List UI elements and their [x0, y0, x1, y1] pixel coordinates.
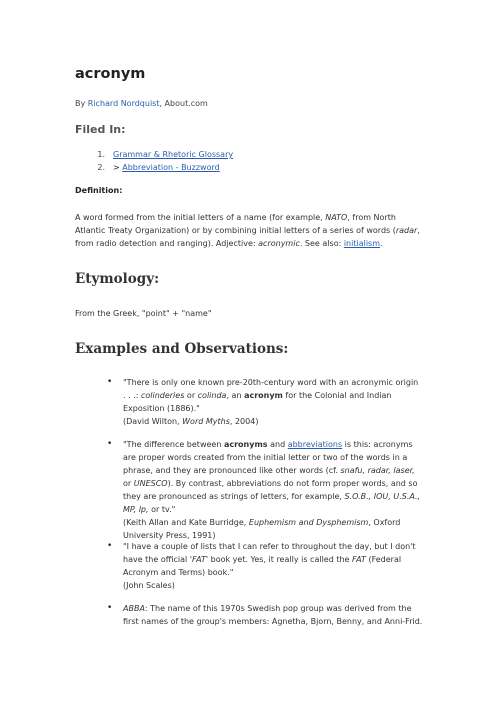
- byline-suffix: , About.com: [159, 99, 208, 108]
- definition-label: Definition:: [75, 186, 123, 195]
- bullet-icon: •: [107, 541, 113, 551]
- example-term: snafu, radar, laser,: [340, 466, 415, 475]
- example-text: is this: acronyms are proper words created from the initial letter or two of the words in a phrase, and they are pronounced like other words (cf.: [123, 440, 413, 475]
- bullet-icon: •: [107, 603, 113, 613]
- byline-prefix: By: [75, 99, 88, 108]
- etymology-text: From the Greek, "point" + "name": [75, 309, 212, 318]
- example-term: S.O.B., IOU, U.S.A., MP, lp,: [123, 492, 421, 514]
- example-item: [107, 602, 423, 628]
- category-item: [75, 148, 233, 161]
- category-link-abbreviation-buzzword[interactable]: Abbreviation - Buzzword: [122, 163, 220, 172]
- abbreviations-link[interactable]: abbreviations: [287, 440, 343, 449]
- example-text: or: [184, 391, 198, 400]
- term-radar: radar: [395, 226, 418, 235]
- category-list: [75, 148, 233, 174]
- example-term: ABBA: [123, 604, 145, 613]
- example-text: and: [267, 440, 288, 449]
- example-source: (David Wilton,: [123, 417, 183, 426]
- term-acronymic: acronymic: [258, 239, 300, 248]
- example-text: "The difference between: [123, 440, 224, 449]
- example-item: [107, 438, 423, 542]
- example-term: FAT: [352, 555, 366, 564]
- definition-text-part: A word formed from the initial letters of a name (for example,: [75, 213, 326, 222]
- example-text: (Federal Acronym and Terms) book.": [123, 555, 402, 577]
- category-number: 2.: [97, 163, 105, 172]
- example-text: : The name of this 1970s Swedish pop group was derived from the first names of the group's members: Agnetha, Bjorn, Benny, and Anni-Frid.: [123, 604, 423, 626]
- example-text: "I have a couple of lists that I can refer to throughout the day, but I don't have the official: [123, 542, 416, 564]
- example-source: , Oxford University Press, 1991): [123, 518, 401, 540]
- example-text: book yet. Yes, it really is called the: [208, 555, 352, 564]
- definition-text-part: . See also:: [299, 239, 344, 248]
- category-number: 1.: [97, 150, 105, 159]
- example-source: , 2004): [229, 417, 259, 426]
- page-title: acronym: [75, 66, 146, 82]
- example-source-title: Word Myths: [182, 417, 230, 426]
- filed-in-heading: Filed In:: [75, 123, 126, 136]
- initialism-link[interactable]: initialism: [343, 239, 381, 248]
- bullet-icon: •: [107, 439, 113, 449]
- example-item: [107, 376, 423, 428]
- example-keyword: acronym: [244, 391, 283, 400]
- definition-text-part: , from radio detection and ranging). Adjective:: [75, 226, 420, 248]
- example-source: (John Scales): [123, 581, 175, 590]
- example-text: "There is only one known pre-20th-century word with an acronymic origin . . .:: [123, 378, 419, 400]
- category-link-grammar-rhetoric-glossary[interactable]: Grammar & Rhetoric Glossary: [113, 150, 234, 159]
- example-source: (Keith Allan and Kate Burridge,: [123, 518, 249, 527]
- author-link[interactable]: Richard Nordquist: [87, 99, 160, 108]
- etymology-heading: Etymology:: [75, 271, 160, 287]
- example-text: or: [123, 479, 134, 488]
- example-term: colinda: [197, 391, 227, 400]
- definition-text-part: , from North Atlantic Treaty Organization) or by combining initial letters of a series of words (: [75, 213, 396, 235]
- category-prefix: >: [113, 163, 123, 172]
- example-text: or tv.": [148, 505, 176, 514]
- example-text: ). By contrast, abbreviations do not form proper words, and so they are pronounced as strings of letters, for example,: [123, 479, 418, 501]
- category-item: [75, 161, 233, 174]
- example-term: 'FAT': [189, 555, 209, 564]
- example-term: colinderies: [140, 391, 185, 400]
- example-source-title: Euphemism and Dysphemism: [248, 518, 369, 527]
- example-text: for the Colonial and Indian Exposition (1886).": [123, 391, 392, 413]
- example-term: UNESCO: [133, 479, 168, 488]
- example-item: [107, 540, 423, 592]
- examples-heading: Examples and Observations:: [75, 341, 289, 357]
- byline: [75, 99, 208, 108]
- definition-text: [75, 211, 420, 250]
- example-text: , an: [226, 391, 245, 400]
- bullet-icon: •: [107, 377, 113, 387]
- term-nato: NATO: [325, 213, 348, 222]
- example-keyword: acronyms: [223, 440, 268, 449]
- definition-text-part: .: [380, 239, 383, 248]
